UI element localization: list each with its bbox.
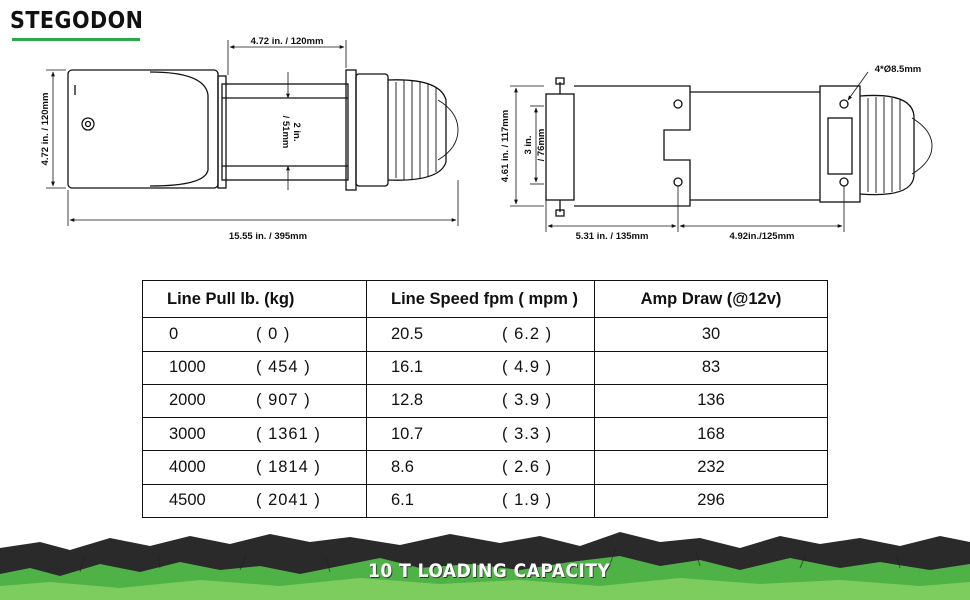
amp-draw: 296	[595, 484, 828, 517]
dim-drum-diameter-1: 2 in.	[291, 122, 302, 142]
dim-bolt-holes: 4*Ø8.5mm	[874, 64, 922, 75]
line-pull-kg: ( 1361 )	[256, 424, 321, 443]
line-pull-kg: ( 454 )	[256, 358, 311, 377]
line-pull-lb: 2000	[169, 391, 206, 410]
line-speed-mpm: ( 2.6 )	[502, 458, 553, 476]
line-pull-kg: ( 2041 )	[256, 491, 321, 510]
line-pull-lb: 0	[169, 324, 179, 343]
header-line-speed: Line Speed fpm ( mpm )	[367, 281, 595, 318]
line-speed-fpm: 8.6	[391, 458, 414, 476]
winch-side-view	[46, 40, 458, 226]
performance-table	[142, 280, 828, 518]
line-pull-kg: ( 907 )	[256, 391, 311, 410]
dim-drum-diameter-2: / 51mm	[280, 115, 291, 149]
dim-top-height: 4.61 in. / 117mm	[500, 109, 511, 183]
table-row	[143, 484, 828, 517]
line-pull-lb: 1000	[169, 358, 206, 377]
winch-top-view	[510, 72, 932, 232]
line-pull-kg: ( 0 )	[256, 324, 291, 343]
amp-draw: 232	[595, 451, 828, 484]
line-speed-mpm: ( 3.3 )	[502, 424, 553, 443]
table-header-row	[143, 281, 828, 318]
line-speed-mpm: ( 1.9 )	[502, 491, 553, 510]
dim-bolt-spacing: 4.92in./125mm	[729, 231, 795, 242]
amp-draw: 136	[595, 384, 828, 417]
dim-inner-height-2: / 76mm	[536, 128, 547, 162]
line-speed-mpm: ( 6.2 )	[502, 324, 553, 343]
table-row	[143, 384, 828, 417]
technical-drawing	[0, 0, 970, 270]
table-row	[143, 451, 828, 484]
line-pull-lb: 4500	[169, 491, 206, 510]
line-speed-mpm: ( 3.9 )	[502, 391, 553, 410]
dim-left-length: 5.31 in. / 135mm	[575, 231, 649, 242]
line-speed-fpm: 16.1	[391, 358, 424, 377]
banner-title: 10 T LOADING CAPACITY	[368, 560, 611, 582]
dim-overall-length: 15.55 in. / 395mm	[228, 231, 308, 242]
table-row	[143, 318, 828, 351]
line-speed-fpm: 12.8	[391, 391, 424, 410]
brand-name: STEGODON	[10, 8, 144, 34]
amp-draw: 30	[595, 318, 828, 351]
amp-draw: 168	[595, 418, 828, 451]
header-line-pull: Line Pull lb. (kg)	[143, 281, 367, 318]
line-speed-fpm: 20.5	[391, 324, 424, 343]
header-amp-draw: Amp Draw (@12v)	[595, 281, 828, 318]
dim-inner-height-1: 3 in.	[523, 135, 534, 155]
dim-side-height: 4.72 in. / 120mm	[40, 92, 51, 166]
table-row	[143, 418, 828, 451]
line-pull-lb: 4000	[169, 458, 206, 476]
line-pull-kg: ( 1814 )	[256, 458, 321, 476]
line-pull-lb: 3000	[169, 424, 206, 443]
line-speed-mpm: ( 4.9 )	[502, 358, 553, 377]
amp-draw: 83	[595, 351, 828, 384]
dim-drum-width: 4.72 in. / 120mm	[250, 36, 324, 47]
table-row	[143, 351, 828, 384]
line-speed-fpm: 6.1	[391, 491, 414, 510]
line-speed-fpm: 10.7	[391, 424, 424, 443]
